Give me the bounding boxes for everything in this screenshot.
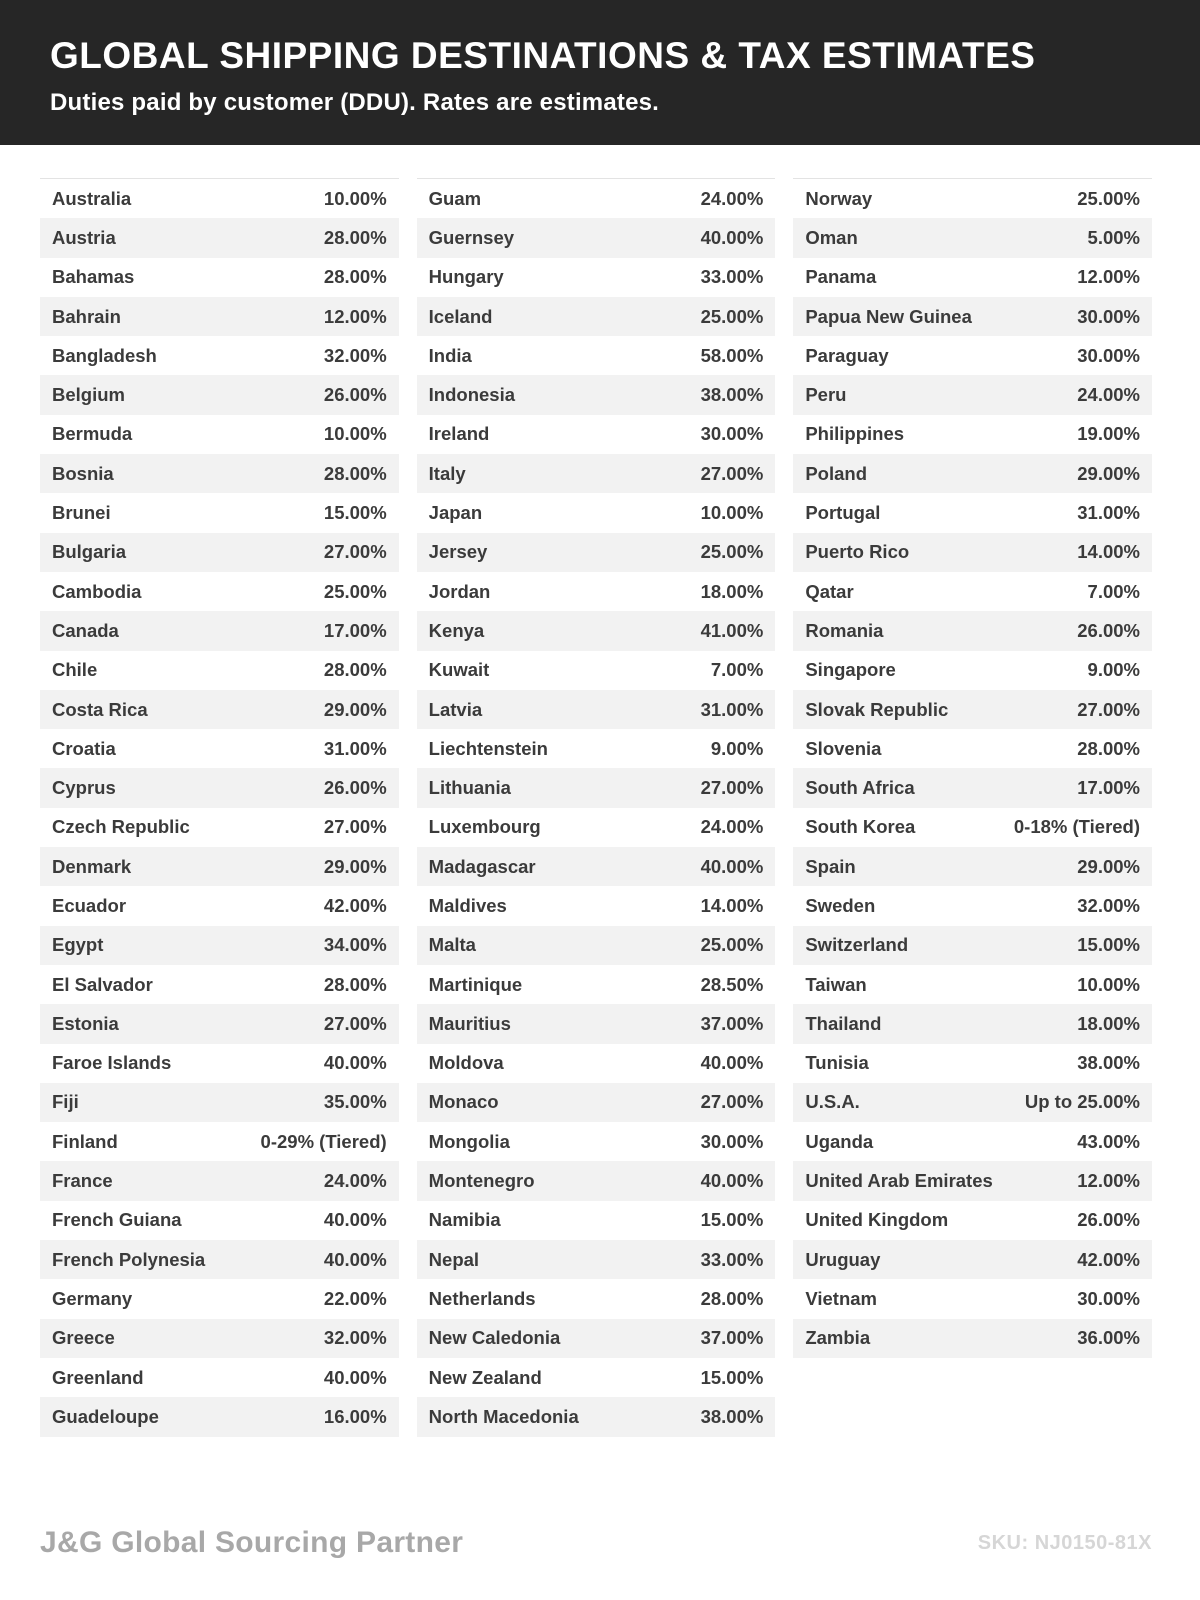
table-row bbox=[417, 808, 776, 847]
tax-rate: 25.00% bbox=[1077, 187, 1141, 209]
table-row bbox=[40, 690, 399, 729]
table-row bbox=[793, 1004, 1152, 1043]
country-name: Martinique bbox=[428, 973, 523, 995]
tax-rate: 26.00% bbox=[1077, 1209, 1141, 1231]
country-name: Liechtenstein bbox=[428, 737, 548, 759]
country-name: U.S.A. bbox=[805, 1091, 860, 1113]
country-name: Bulgaria bbox=[52, 541, 127, 563]
country-name: Vietnam bbox=[805, 1287, 877, 1309]
country-name: Oman bbox=[805, 226, 858, 248]
country-name: New Zealand bbox=[428, 1366, 542, 1388]
table-row bbox=[793, 808, 1152, 847]
tax-rate: 28.00% bbox=[323, 266, 387, 288]
tax-rate: 31.00% bbox=[323, 737, 387, 759]
table-row bbox=[40, 336, 399, 375]
country-name: French Polynesia bbox=[52, 1248, 206, 1270]
country-name: Lithuania bbox=[428, 777, 511, 799]
tax-rate: 32.00% bbox=[1077, 894, 1141, 916]
table-row bbox=[793, 1122, 1152, 1161]
country-name: Tunisia bbox=[805, 1052, 869, 1074]
tax-rate: 5.00% bbox=[1087, 226, 1141, 248]
table-row bbox=[793, 218, 1152, 257]
tax-rate: 40.00% bbox=[700, 1170, 764, 1192]
table-row bbox=[417, 1279, 776, 1318]
tax-rate: 40.00% bbox=[323, 1248, 387, 1270]
table-row bbox=[40, 493, 399, 532]
country-name: Papua New Guinea bbox=[805, 305, 972, 327]
sku-text: SKU: NJ0150-81X bbox=[977, 1531, 1152, 1554]
table-row bbox=[417, 1044, 776, 1083]
table-row bbox=[417, 533, 776, 572]
country-name: Denmark bbox=[52, 855, 132, 877]
country-name: Indonesia bbox=[428, 384, 516, 406]
country-name: Uganda bbox=[805, 1130, 874, 1152]
table-row bbox=[793, 336, 1152, 375]
tax-rate: 26.00% bbox=[323, 384, 387, 406]
tax-rate: 29.00% bbox=[323, 698, 387, 720]
tax-rate: 36.00% bbox=[1077, 1327, 1141, 1349]
table-row bbox=[40, 847, 399, 886]
country-name: Portugal bbox=[805, 502, 881, 524]
country-name: El Salvador bbox=[52, 973, 153, 995]
tax-rate: 17.00% bbox=[323, 619, 387, 641]
country-name: Uruguay bbox=[805, 1248, 881, 1270]
tax-rate: 27.00% bbox=[700, 462, 764, 484]
table-row bbox=[793, 1044, 1152, 1083]
country-name: Jordan bbox=[428, 580, 491, 602]
tax-rate: 31.00% bbox=[700, 698, 764, 720]
table-row bbox=[40, 1201, 399, 1240]
tax-rate: 10.00% bbox=[323, 187, 387, 209]
footer bbox=[40, 1526, 1152, 1560]
country-name: Greenland bbox=[52, 1366, 144, 1388]
tax-rate: 30.00% bbox=[1077, 344, 1141, 366]
table-row bbox=[40, 1240, 399, 1279]
country-name: Australia bbox=[52, 187, 132, 209]
country-name: Norway bbox=[805, 187, 873, 209]
table-row bbox=[793, 179, 1152, 218]
country-name: Bangladesh bbox=[52, 344, 157, 366]
tax-rate: 19.00% bbox=[1077, 423, 1141, 445]
tax-rate: 41.00% bbox=[700, 619, 764, 641]
country-name: South Korea bbox=[805, 816, 916, 838]
country-name: Romania bbox=[805, 619, 884, 641]
table-row bbox=[417, 218, 776, 257]
table-row bbox=[40, 1161, 399, 1200]
table-row bbox=[793, 493, 1152, 532]
country-name: Madagascar bbox=[428, 855, 536, 877]
tax-rate: 40.00% bbox=[323, 1052, 387, 1074]
tax-rate: 27.00% bbox=[323, 816, 387, 838]
country-name: Bahamas bbox=[52, 266, 135, 288]
table-row bbox=[793, 1319, 1152, 1358]
table-row bbox=[793, 729, 1152, 768]
country-name: Slovak Republic bbox=[805, 698, 949, 720]
tax-rate: 15.00% bbox=[1077, 934, 1141, 956]
tax-rate: 25.00% bbox=[700, 305, 764, 327]
tax-rate: 40.00% bbox=[323, 1209, 387, 1231]
table-row bbox=[793, 1240, 1152, 1279]
country-name: Jersey bbox=[428, 541, 488, 563]
table-row bbox=[793, 1161, 1152, 1200]
table-row bbox=[793, 258, 1152, 297]
table-row bbox=[417, 1319, 776, 1358]
country-name: Belgium bbox=[52, 384, 125, 406]
tax-rate: 32.00% bbox=[323, 344, 387, 366]
tax-rate: 24.00% bbox=[1077, 384, 1141, 406]
country-name: Mauritius bbox=[428, 1012, 511, 1034]
tax-rate: Up to 25.00% bbox=[1024, 1091, 1141, 1113]
country-name: South Africa bbox=[805, 777, 915, 799]
tax-rate: 28.00% bbox=[323, 973, 387, 995]
table-row bbox=[417, 375, 776, 414]
table-row bbox=[40, 768, 399, 807]
table-row bbox=[793, 611, 1152, 650]
country-name: Thailand bbox=[805, 1012, 882, 1034]
tax-rate: 33.00% bbox=[700, 1248, 764, 1270]
tax-rate: 40.00% bbox=[700, 226, 764, 248]
tax-rate: 28.00% bbox=[700, 1287, 764, 1309]
page-subtitle: Duties paid by customer (DDU). Rates are estimates. bbox=[50, 88, 660, 116]
tax-rate: 28.00% bbox=[323, 226, 387, 248]
country-name: Malta bbox=[428, 934, 476, 956]
country-name: Latvia bbox=[428, 698, 483, 720]
table-row bbox=[793, 926, 1152, 965]
table-row bbox=[40, 179, 399, 218]
table-row bbox=[40, 965, 399, 1004]
tax-rate: 27.00% bbox=[323, 1012, 387, 1034]
tax-rate: 32.00% bbox=[323, 1327, 387, 1349]
country-name: Finland bbox=[52, 1130, 118, 1152]
country-name: Montenegro bbox=[428, 1170, 535, 1192]
country-name: Spain bbox=[805, 855, 856, 877]
table-row bbox=[417, 1122, 776, 1161]
country-name: Estonia bbox=[52, 1012, 119, 1034]
tax-rate: 29.00% bbox=[1077, 462, 1141, 484]
country-name: Slovenia bbox=[805, 737, 882, 759]
rates-column-3 bbox=[793, 178, 1152, 1358]
country-name: Bahrain bbox=[52, 305, 121, 327]
table-row bbox=[793, 690, 1152, 729]
tax-rate: 31.00% bbox=[1077, 502, 1141, 524]
tax-rate: 18.00% bbox=[700, 580, 764, 602]
tax-rate: 27.00% bbox=[700, 777, 764, 799]
tax-rate: 28.00% bbox=[323, 659, 387, 681]
table-row bbox=[40, 375, 399, 414]
country-name: Qatar bbox=[805, 580, 854, 602]
country-name: Guernsey bbox=[428, 226, 515, 248]
tax-rate: 28.00% bbox=[323, 462, 387, 484]
table-row bbox=[417, 611, 776, 650]
table-row bbox=[417, 1083, 776, 1122]
country-name: Philippines bbox=[805, 423, 905, 445]
tax-rate: 40.00% bbox=[323, 1366, 387, 1388]
country-name: Namibia bbox=[428, 1209, 501, 1231]
table-row bbox=[40, 808, 399, 847]
tax-rate: 38.00% bbox=[700, 1405, 764, 1427]
tax-rate: 12.00% bbox=[323, 305, 387, 327]
table-row bbox=[417, 1201, 776, 1240]
table-row bbox=[417, 1004, 776, 1043]
table-row bbox=[40, 729, 399, 768]
country-name: North Macedonia bbox=[428, 1405, 579, 1427]
rates-column-1 bbox=[40, 178, 399, 1437]
table-row bbox=[40, 1044, 399, 1083]
table-row bbox=[40, 258, 399, 297]
table-row bbox=[417, 336, 776, 375]
table-row bbox=[417, 651, 776, 690]
tax-rate: 35.00% bbox=[323, 1091, 387, 1113]
table-row bbox=[40, 533, 399, 572]
table-row bbox=[40, 611, 399, 650]
tax-rate: 24.00% bbox=[323, 1170, 387, 1192]
tax-rate: 33.00% bbox=[700, 266, 764, 288]
country-name: Bermuda bbox=[52, 423, 133, 445]
table-row bbox=[417, 965, 776, 1004]
tax-rate: 24.00% bbox=[700, 187, 764, 209]
table-row bbox=[40, 415, 399, 454]
country-name: Cambodia bbox=[52, 580, 142, 602]
tax-rate: 7.00% bbox=[710, 659, 764, 681]
table-row bbox=[793, 651, 1152, 690]
table-row bbox=[793, 297, 1152, 336]
table-row bbox=[417, 454, 776, 493]
tax-rate: 9.00% bbox=[710, 737, 764, 759]
country-name: Maldives bbox=[428, 894, 507, 916]
country-name: Singapore bbox=[805, 659, 896, 681]
table-row bbox=[793, 768, 1152, 807]
tax-rate: 29.00% bbox=[323, 855, 387, 877]
tax-rate: 42.00% bbox=[323, 894, 387, 916]
country-name: Hungary bbox=[428, 266, 504, 288]
table-row bbox=[40, 926, 399, 965]
table-row bbox=[40, 651, 399, 690]
tax-rate: 30.00% bbox=[1077, 305, 1141, 327]
tax-rate: 15.00% bbox=[700, 1209, 764, 1231]
tax-rate: 7.00% bbox=[1087, 580, 1141, 602]
tax-rate: 40.00% bbox=[700, 1052, 764, 1074]
country-name: Czech Republic bbox=[52, 816, 190, 838]
table-row bbox=[40, 454, 399, 493]
tax-rate: 24.00% bbox=[700, 816, 764, 838]
table-row bbox=[40, 1004, 399, 1043]
table-row bbox=[40, 1122, 399, 1161]
tax-rate: 18.00% bbox=[1077, 1012, 1141, 1034]
country-name: Greece bbox=[52, 1327, 115, 1349]
table-row bbox=[417, 886, 776, 925]
table-row bbox=[417, 729, 776, 768]
table-row bbox=[793, 1201, 1152, 1240]
tax-rate: 38.00% bbox=[1077, 1052, 1141, 1074]
country-name: Guadeloupe bbox=[52, 1405, 159, 1427]
country-name: Costa Rica bbox=[52, 698, 148, 720]
tax-rate: 25.00% bbox=[323, 580, 387, 602]
tax-rate: 26.00% bbox=[323, 777, 387, 799]
table-row bbox=[793, 375, 1152, 414]
tax-rate: 25.00% bbox=[700, 541, 764, 563]
country-name: Canada bbox=[52, 619, 119, 641]
table-row bbox=[40, 1397, 399, 1436]
tax-rate: 25.00% bbox=[700, 934, 764, 956]
country-name: Monaco bbox=[428, 1091, 499, 1113]
table-row bbox=[40, 1358, 399, 1397]
country-name: India bbox=[428, 344, 472, 366]
country-name: United Kingdom bbox=[805, 1209, 949, 1231]
table-row bbox=[417, 258, 776, 297]
tax-rate: 40.00% bbox=[700, 855, 764, 877]
table-row bbox=[793, 454, 1152, 493]
tax-rate: 30.00% bbox=[700, 1130, 764, 1152]
country-name: Zambia bbox=[805, 1327, 871, 1349]
country-name: Mongolia bbox=[428, 1130, 510, 1152]
country-name: Faroe Islands bbox=[52, 1052, 172, 1074]
table-row bbox=[40, 572, 399, 611]
tax-rate: 28.50% bbox=[700, 973, 764, 995]
tax-rate: 42.00% bbox=[1077, 1248, 1141, 1270]
table-row bbox=[793, 1279, 1152, 1318]
table-row bbox=[417, 179, 776, 218]
country-name: Guam bbox=[428, 187, 482, 209]
table-row bbox=[793, 415, 1152, 454]
country-name: Moldova bbox=[428, 1052, 504, 1074]
country-name: Sweden bbox=[805, 894, 876, 916]
country-name: Taiwan bbox=[805, 973, 867, 995]
tax-rate: 0-29% (Tiered) bbox=[260, 1130, 387, 1152]
rates-table bbox=[40, 178, 1152, 1437]
country-name: New Caledonia bbox=[428, 1327, 561, 1349]
country-name: Kuwait bbox=[428, 659, 490, 681]
table-row bbox=[417, 415, 776, 454]
tax-rate: 29.00% bbox=[1077, 855, 1141, 877]
country-name: Germany bbox=[52, 1287, 133, 1309]
table-row bbox=[417, 847, 776, 886]
page-title: GLOBAL SHIPPING DESTINATIONS & TAX ESTIMATES bbox=[50, 35, 1036, 76]
table-row bbox=[793, 1083, 1152, 1122]
tax-rate: 16.00% bbox=[323, 1405, 387, 1427]
table-row bbox=[417, 1240, 776, 1279]
tax-rate: 38.00% bbox=[700, 384, 764, 406]
tax-rate: 14.00% bbox=[1077, 541, 1141, 563]
country-name: Ireland bbox=[428, 423, 490, 445]
country-name: Cyprus bbox=[52, 777, 116, 799]
country-name: Panama bbox=[805, 266, 877, 288]
table-row bbox=[40, 886, 399, 925]
country-name: Switzerland bbox=[805, 934, 909, 956]
table-row bbox=[40, 218, 399, 257]
country-name: Austria bbox=[52, 226, 116, 248]
country-name: Ecuador bbox=[52, 894, 127, 916]
table-row bbox=[40, 1083, 399, 1122]
country-name: Paraguay bbox=[805, 344, 889, 366]
tax-rate: 12.00% bbox=[1077, 266, 1141, 288]
table-row bbox=[793, 533, 1152, 572]
table-row bbox=[417, 572, 776, 611]
tax-rate: 10.00% bbox=[1077, 973, 1141, 995]
country-name: Fiji bbox=[52, 1091, 79, 1113]
country-name: Italy bbox=[428, 462, 466, 484]
tax-rate: 14.00% bbox=[700, 894, 764, 916]
country-name: French Guiana bbox=[52, 1209, 182, 1231]
header bbox=[0, 0, 1200, 145]
tax-rate: 0-18% (Tiered) bbox=[1013, 816, 1141, 838]
country-name: Japan bbox=[428, 502, 483, 524]
tax-rate: 15.00% bbox=[323, 502, 387, 524]
country-name: United Arab Emirates bbox=[805, 1170, 993, 1192]
country-name: France bbox=[52, 1170, 113, 1192]
country-name: Luxembourg bbox=[428, 816, 541, 838]
tax-rate: 58.00% bbox=[700, 344, 764, 366]
tax-rate: 37.00% bbox=[700, 1327, 764, 1349]
country-name: Poland bbox=[805, 462, 868, 484]
tax-rate: 26.00% bbox=[1077, 619, 1141, 641]
country-name: Kenya bbox=[428, 619, 485, 641]
table-row bbox=[417, 493, 776, 532]
table-row bbox=[40, 1319, 399, 1358]
table-row bbox=[417, 297, 776, 336]
country-name: Puerto Rico bbox=[805, 541, 910, 563]
tax-rate: 28.00% bbox=[1077, 737, 1141, 759]
table-row bbox=[40, 297, 399, 336]
country-name: Croatia bbox=[52, 737, 116, 759]
rates-column-2 bbox=[417, 178, 776, 1437]
table-row bbox=[417, 1397, 776, 1436]
country-name: Chile bbox=[52, 659, 98, 681]
table-row bbox=[417, 926, 776, 965]
country-name: Netherlands bbox=[428, 1287, 536, 1309]
tax-rate: 27.00% bbox=[1077, 698, 1141, 720]
tax-rate: 9.00% bbox=[1087, 659, 1141, 681]
table-row bbox=[417, 768, 776, 807]
table-row bbox=[793, 886, 1152, 925]
table-row bbox=[417, 690, 776, 729]
table-row bbox=[793, 572, 1152, 611]
tax-rate: 27.00% bbox=[700, 1091, 764, 1113]
table-row bbox=[417, 1161, 776, 1200]
table-row bbox=[793, 847, 1152, 886]
country-name: Nepal bbox=[428, 1248, 480, 1270]
country-name: Iceland bbox=[428, 305, 493, 327]
country-name: Peru bbox=[805, 384, 847, 406]
tax-rate: 17.00% bbox=[1077, 777, 1141, 799]
country-name: Bosnia bbox=[52, 462, 114, 484]
tax-rate: 22.00% bbox=[323, 1287, 387, 1309]
tax-rate: 34.00% bbox=[323, 934, 387, 956]
tax-rate: 37.00% bbox=[700, 1012, 764, 1034]
tax-rate: 43.00% bbox=[1077, 1130, 1141, 1152]
tax-rate: 30.00% bbox=[700, 423, 764, 445]
tax-rate: 27.00% bbox=[323, 541, 387, 563]
country-name: Egypt bbox=[52, 934, 104, 956]
tax-rate: 30.00% bbox=[1077, 1287, 1141, 1309]
table-row bbox=[793, 965, 1152, 1004]
tax-rate: 12.00% bbox=[1077, 1170, 1141, 1192]
country-name: Brunei bbox=[52, 502, 111, 524]
tax-rate: 15.00% bbox=[700, 1366, 764, 1388]
table-row bbox=[40, 1279, 399, 1318]
brand-text: J&G Global Sourcing Partner bbox=[40, 1526, 464, 1559]
table-row bbox=[417, 1358, 776, 1397]
tax-rate: 10.00% bbox=[323, 423, 387, 445]
tax-rate: 10.00% bbox=[700, 502, 764, 524]
